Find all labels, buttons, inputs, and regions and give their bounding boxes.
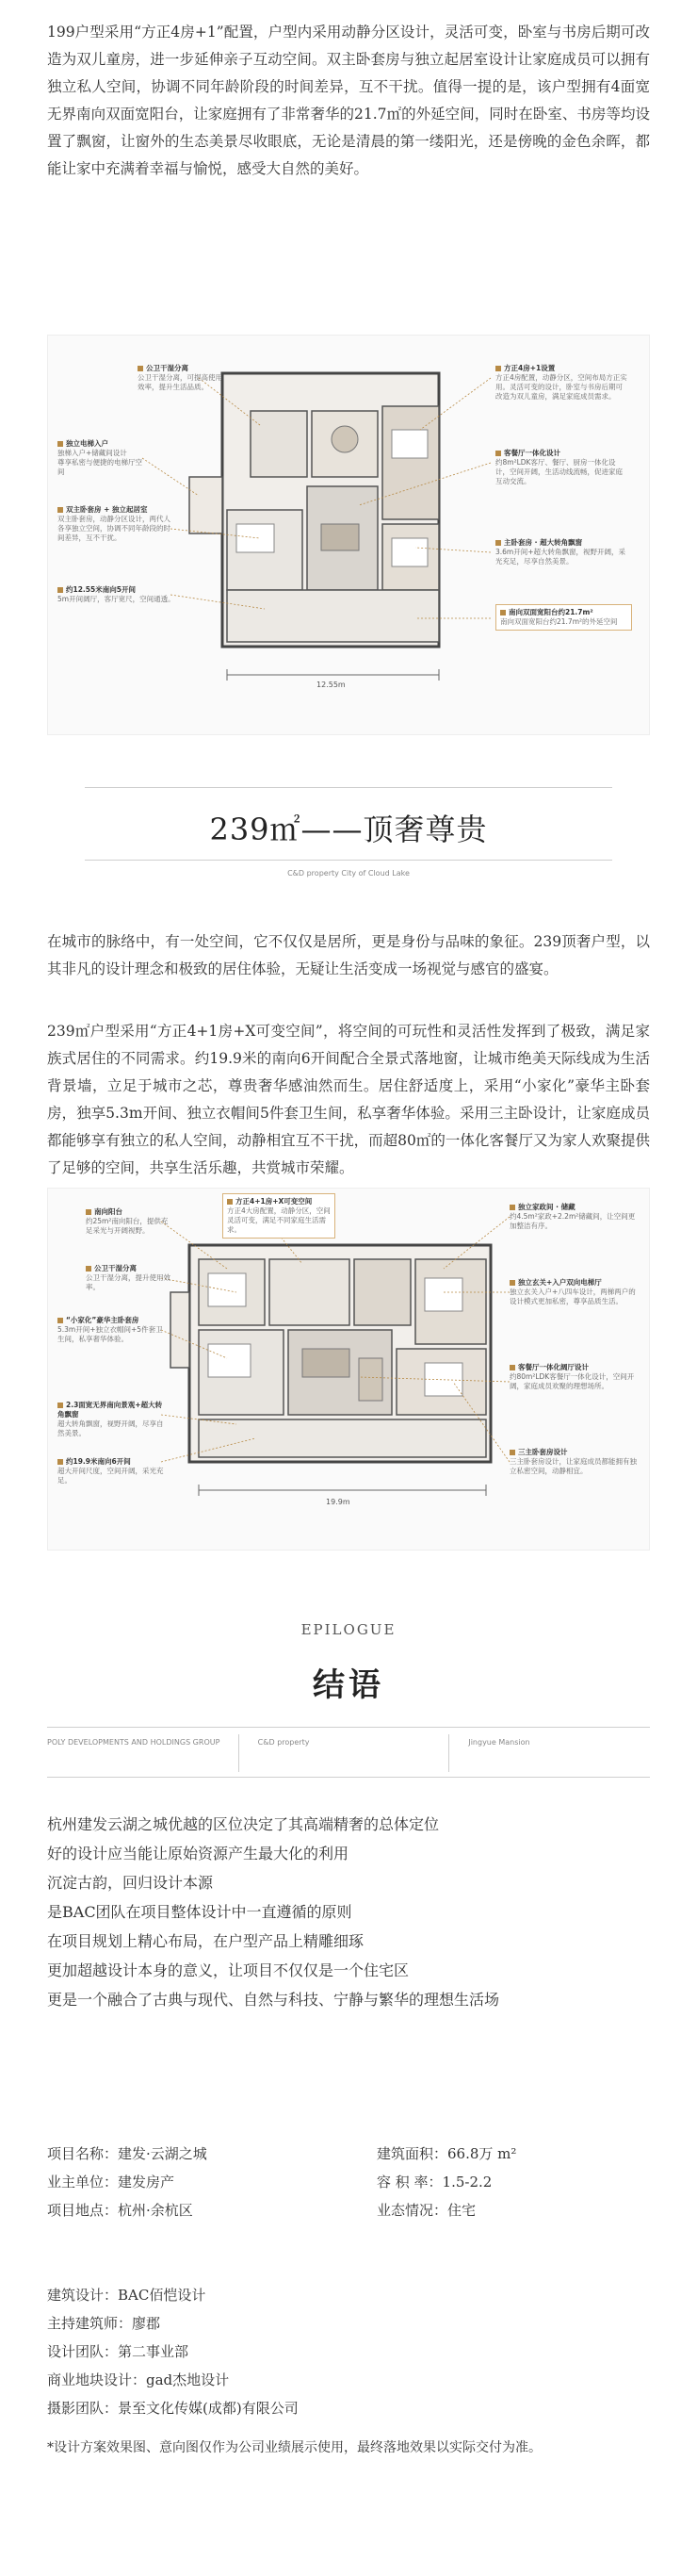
info-row: 项目名称： 建发·云湖之城 (47, 2145, 207, 2162)
plan2-callout-4: 独立家政间 · 储藏 约4.5m²家政+2.2m²储藏间，让空间更加整洁有序。 (510, 1203, 636, 1230)
plan1-callout-2: 方正4房+1设置 方正4房配置，动静分区，空间布局方正实用。灵活可变的设计，卧室与书房后期可改造为双儿童房，满足家庭成员需求。 (495, 364, 627, 401)
plan2-callout-9: 约19.9米南向6开间 超大开间尺度，空间开阔，采光充足。 (57, 1457, 166, 1485)
credit-row: 主持建筑师： 廖郡 (47, 2315, 161, 2332)
plan2-callout-7: 2.3面宽无界南向景观+超大转角飘窗 超大转角飘窗，视野开阔，尽享自然美景。 (57, 1401, 166, 1438)
project-info-left (47, 2140, 330, 2224)
plan1-callout-8: 南向双面宽阳台约21.7m² 南向双面宽阳台约21.7m²的外延空间 (495, 604, 632, 631)
closing-line: 更加超越设计本身的意义，让项目不仅仅是一个住宅区 (47, 1961, 410, 1979)
epilogue-eyebrow: EPILOGUE (300, 1621, 397, 1638)
credit-row: 摄影团队： 景至文化传媒(成都)有限公司 (47, 2400, 299, 2417)
closing-line: 好的设计应当能让原始资源产生最大化的利用 (47, 1845, 349, 1862)
plan2-callout-10: 三主卧套房设计 三主卧套房设计，让家庭成员都能拥有独立私密空间，动静相宜。 (510, 1448, 637, 1475)
credit-row: 商业地块设计： gad杰地设计 (47, 2371, 230, 2388)
plan1-callout-6: 主卧套房 · 超大转角飘窗 3.6m开间+超大转角飘窗，视野开阔，采光充足，尽享自然美景。 (495, 538, 626, 566)
info-row: 业主单位： 建发房产 (47, 2174, 175, 2190)
floor-plan-199 (47, 335, 650, 735)
credits (47, 2281, 650, 2422)
plan2-dimension: 19.9m (326, 1498, 350, 1506)
intro-paragraph: 199户型采用“方正4房+1”配置，户型内采用动静分区设计，灵活可变，卧室与书房后期可改造为双儿童房，进一步延伸亲子互动空间。双主卧套房与独立起居室设计让家庭成员可以拥有独立私人空间，协调不同年龄阶段的时间差异，互不干扰。值得一提的是，该户型拥有4面宽无界南向双面宽阳台，让家庭拥有了非常奢华的21.7㎡的外延空间，同时在卧室、书房等均设置了飘窗，让窗外的生态美景尽收眼底，无论是清晨的第一缕阳光，还是傍晚的金色余晖，都能让家中充满着幸福与愉悦，感受大自然的美好。 (47, 24, 650, 177)
closing-line: 杭州建发云湖之城优越的区位决定了其高端精奢的总体定位 (47, 1815, 440, 1833)
paragraph-2: 在城市的脉络中，有一处空间，它不仅仅是居所，更是身份与品味的象征。239顶奢户型，以其非凡的设计理念和极致的居住体验，无疑让生活变成一场视觉与感官的盛宴。 (47, 933, 650, 977)
footer-center: C&D property (239, 1734, 450, 1772)
floor-plan-239 (47, 1188, 650, 1551)
paragraph-3: 239㎡户型采用“方正4+1房+X可变空间”，将空间的可玩性和灵活性发挥到了极致，满足家族式居住的不同需求。约19.9米的南向6开间配合全景式落地窗，让城市绝美天际线成为生活背景墙，立足于城市之芯，尊贵奢华感油然而生。居住舒适度上，采用“小家化”豪华主卧套房，独享5.3m开间、独立衣帽间5件套卫生间，私享奢华体验。采用三主卧设计，让家庭成员都能够享有独立的私人空间，动静相宜互不干扰，而超80㎡的一体化客餐厅又为家人欢聚提供了足够的空间，共享生活乐趣，共赏城市荣耀。 (47, 1023, 650, 1176)
plan1-callout-1: 公卫干湿分离 公卫干湿分离，可提高使用效率，提升生活品质。 (138, 364, 227, 392)
info-row: 业态情况： 住宅 (377, 2202, 477, 2219)
plan1-dimension: 12.55m (316, 681, 346, 689)
plan2-callout-1: 南向阳台 约25m²南向阳台，提供充足采光与开阔视野。 (86, 1207, 170, 1236)
footer-right: Jingyue Mansion (468, 1738, 530, 1747)
plan2-callout-2: 方正4+1房+X可变空间 方正4大房配置，动静分区，空间灵活可变，满足不同家庭生活需求。 (222, 1193, 335, 1239)
info-row: 项目地点： 杭州·余杭区 (47, 2202, 193, 2219)
info-row: 容 积 率： 1.5-2.2 (377, 2174, 493, 2190)
closing-line: 在项目规划上精心布局，在户型产品上精雕细琢 (47, 1932, 365, 1950)
plan2-callout-5: “小家化”豪华主卧套房 5.3m开间+独立衣帽间+5件套卫生间，私享奢华体验。 (57, 1316, 166, 1344)
project-info-right (377, 2140, 650, 2224)
plan1-callout-5: 双主卧套房 + 独立起居室 双主卧套房，动静分区设计，两代人各享独立空间，协调不同年龄段的时间差异，互不干扰。 (57, 505, 175, 543)
epilogue-footer-bar (47, 1734, 650, 1772)
plan2-callout-3: 公卫干湿分离 公卫干湿分离，提升使用效率。 (86, 1264, 170, 1291)
footer-left: POLY DEVELOPMENTS AND HOLDINGS GROUP (47, 1734, 239, 1772)
plan2-callout-8: 客餐厅一体化阔厅设计 约80m²LDK客餐厅一体化设计，空间开阔，家庭成员欢聚的理想场所。 (510, 1363, 637, 1391)
credit-row: 建筑设计： BAC佰恺设计 (47, 2287, 206, 2304)
closing-line: 是BAC团队在项目整体设计中一直遵循的原则 (47, 1903, 352, 1921)
disclaimer: *设计方案效果图、意向图仅作为公司业绩展示使用，最终落地效果以实际交付为准。 (47, 2440, 542, 2455)
info-row: 建筑面积： 66.8万 m² (377, 2145, 517, 2162)
credit-row: 设计团队： 第二事业部 (47, 2343, 189, 2360)
epilogue-bottom-rule (47, 1777, 650, 1778)
plan1-callout-3: 独立电梯入户 独梯入户+储藏间设计 尊享私密与便捷的电梯厅空间 (57, 439, 147, 477)
plan1-callout-7: 约12.55米南向5开间 5m开间阔厅，客厅宽尺，空间通透。 (57, 585, 175, 603)
plan2-callout-6: 独立玄关+入户双向电梯厅 独立玄关入户+八四车设计，两梯两户的设计模式更加私密，尊享品质生活。 (510, 1278, 636, 1305)
section1-title: 239㎡——顶奢尊贵 (209, 812, 488, 847)
section1-subtitle: C&D property City of Cloud Lake (287, 869, 410, 878)
epilogue-title: 结语 (313, 1666, 384, 1704)
closing-line: 沉淀古韵，回归设计本源 (47, 1874, 214, 1892)
closing-lines (47, 1810, 650, 2014)
plan1-callout-4: 客餐厅一体化设计 约8m²LDK客厅、餐厅、厨房一体化设计，空间开阔，生活动线流畅，促进家庭互动交流。 (495, 449, 627, 486)
section1-bottom-rule (85, 860, 612, 861)
closing-line: 更是一个融合了古典与现代、自然与科技、宁静与繁华的理想生活场 (47, 1991, 500, 2009)
section1-top-rule (85, 787, 612, 788)
epilogue-top-rule (47, 1727, 650, 1728)
